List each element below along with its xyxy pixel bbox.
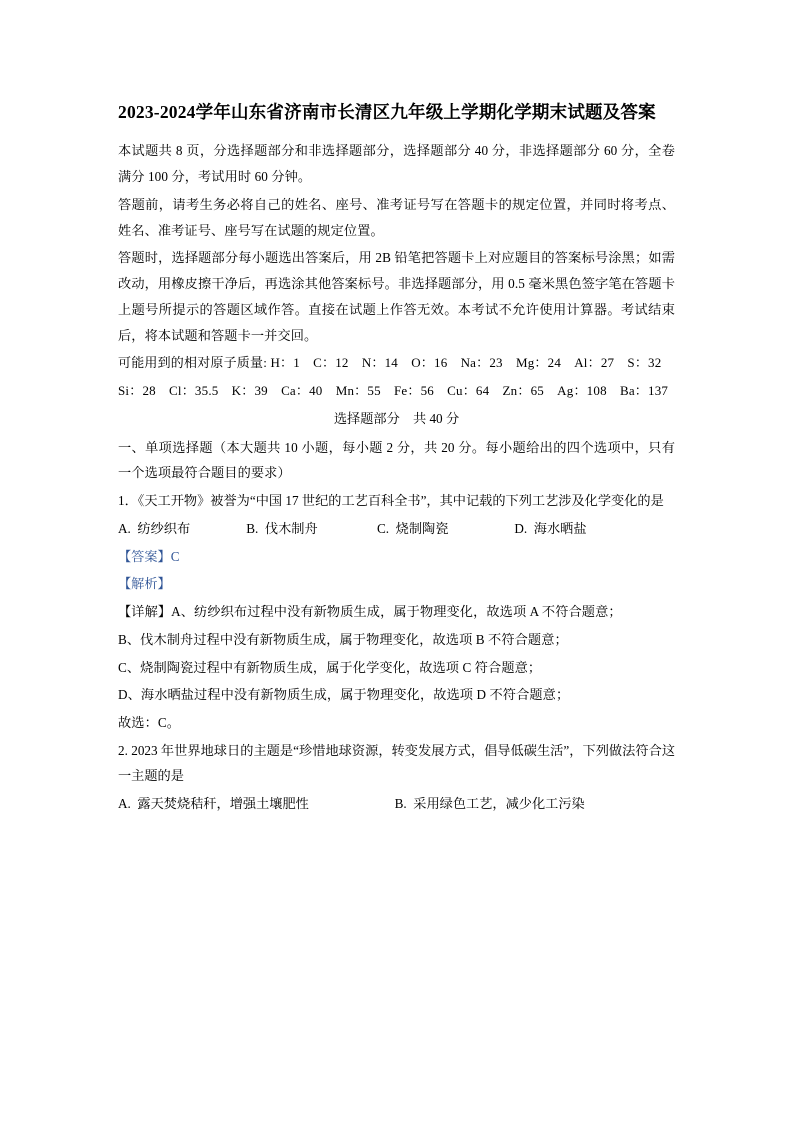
intro-paragraph-2: 答题前，请考生务必将自己的姓名、座号、准考证号写在答题卡的规定位置，并同时将考点、姓名、准考证号、座号写在试题的规定位置。 [118, 196, 675, 238]
question-2-options: A. 露天焚烧秸秆，增强土壤肥性 B. 采用绿色工艺，减少化工污染 [118, 796, 585, 812]
section-intro: 一、单项选择题（本大题共 10 小题，每小题 2 分，共 20 分。每小题给出的四个选项中，只有一个选项最符合题目的要求） [118, 439, 675, 481]
question-1-explanation-5: 故选：C。 [118, 715, 181, 730]
intro-paragraph-1: 本试题共 8 页，分选择题部分和非选择题部分，选择题部分 40 分，非选择题部分 60 分，全卷满分 100 分，考试用时 60 分钟。 [118, 143, 675, 185]
question-2-stem: 2. 2023 年世界地球日的主题是“珍惜地球资源，转变发展方式，倡导低碳生活”，下列做法符合这一主题的是 [118, 742, 675, 784]
section-header: 选择题部分 共 40 分 [333, 410, 460, 426]
atomic-mass-line-2: Si：28 Cl：35.5 K：39 Ca：40 Mn：55 Fe：56 Cu：64 Zn：65 Ag：108 Ba：137 [118, 382, 669, 398]
question-1-explanation-4: D、海水晒盐过程中没有新物质生成，属于物理变化，故选项 D 不符合题意； [118, 687, 570, 703]
question-1-stem: 1．《天工开物》被誉为“中国 17 世纪的工艺百科全书”，其中记载的下列工艺涉及化学变化的是 [118, 493, 664, 509]
question-1-explanation-2: B、伐木制舟过程中没有新物质生成，属于物理变化，故选项 B 不符合题意； [118, 631, 568, 647]
intro-paragraph-3: 答题时，选择题部分每小题选出答案后，用 2B 铅笔把答题卡上对应题目的答案标号涂黑；如需改动，用橡皮擦干净后，再选涂其他答案标号。非选择题部分，用 0.5 毫米黑色签字笔在答题卡上题号所提示的答题区域作答。直接在试题上作答无效。本考试不允许使用计算器。考试结束后，将本试题和答题卡一并交回。 [118, 250, 675, 343]
question-1-answer: 【答案】C [118, 548, 180, 564]
question-1-options: A. 纺纱织布 B. 伐木制舟 C. 烧制陶瓷 D. 海水晒盐 [118, 520, 587, 536]
question-1-explanation-3: C、烧制陶瓷过程中有新物质生成，属于化学变化，故选项 C 符合题意； [118, 659, 542, 675]
question-1-analysis-label: 【解析】 [118, 576, 171, 592]
atomic-mass-line-1: 可能用到的相对原子质量: H：1 C：12 N：14 O：16 Na：23 Mg：24 Al：27 S：32 [118, 355, 662, 371]
page-title: 2023-2024学年山东省济南市长清区九年级上学期化学期末试题及答案 [118, 102, 656, 122]
question-1-explanation-1: 【详解】A、纺纱织布过程中没有新物质生成，属于物理变化，故选项 A 不符合题意； [118, 604, 622, 620]
